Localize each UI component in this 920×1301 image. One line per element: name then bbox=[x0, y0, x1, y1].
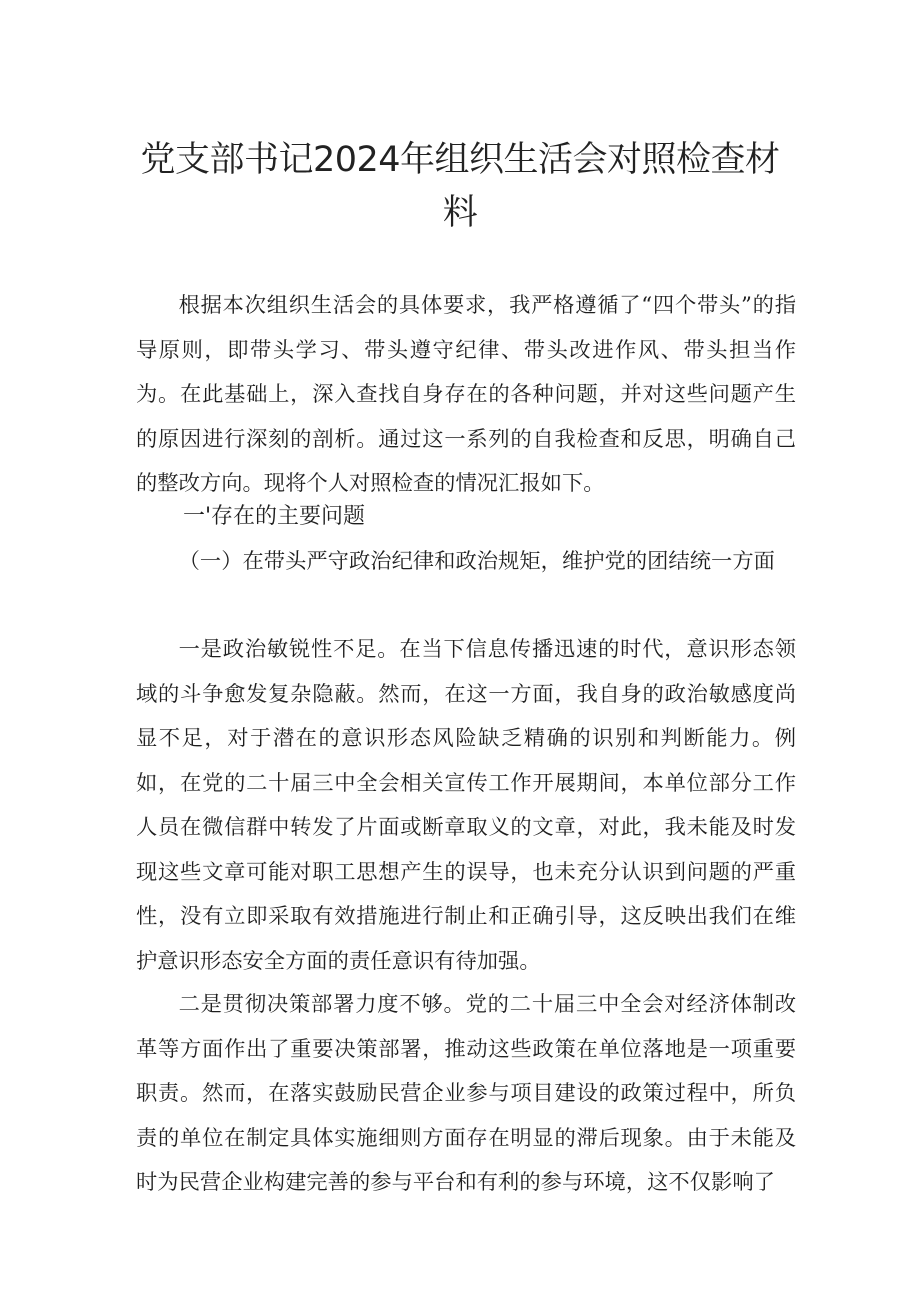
document-title-line-1: 党支部书记2024年组织生活会对照检查材 bbox=[140, 140, 780, 180]
paragraph-political-sensitivity: 一是政治敏锐性不足。在当下信息传播迅速的时代，意识形态领域的斗争愈发复杂隐蔽。然而，在这一方面，我自身的政治敏感度尚显不足，对于潜在的意识形态风险缺乏精确的识别和判断能力。例如，在党的二十届三中全会相关宣传工作开展期间，本单位部分工作人员在微信群中转发了片面或断章取义的文章，对此，我未能及时发现这些文章可能对职工思想产生的误导，也未充分认识到问题的严重性，没有立即采取有效措施进行制止和正确引导，这反映出我们在维护意识形态安全方面的责任意识有待加强。 bbox=[136, 637, 796, 974]
intro-paragraph: 根据本次组织生活会的具体要求，我严格遵循了“四个带头”的指导原则，即带头学习、带头遵守纪律、带头改进作风、带头担当作为。在此基础上，深入查找自身存在的各种问题，并对这些问题产生的原因进行深刻的剖析。通过这一系列的自我检查和反思，明确自己的整改方向。现将个人对照检查的情况汇报如下。 bbox=[136, 293, 796, 496]
document-title-line-2: 料 bbox=[442, 193, 478, 233]
paragraph-policy-implementation: 二是贯彻决策部署力度不够。党的二十届三中全会对经济体制改革等方面作出了重要决策部署，推动这些政策在单位落地是一项重要职责。然而，在落实鼓励民营企业参与项目建设的政策过程中，所负责的单位在制定具体实施细则方面存在明显的滞后现象。由于未能及时为民营企业构建完善的参与平台和有利的参与环境，这不仅影响了 bbox=[136, 992, 796, 1195]
section-heading: 一'存在的主要问题 bbox=[183, 504, 366, 529]
subsection-heading: （一）在带头严守政治纪律和政治规矩，维护党的团结统一方面 bbox=[178, 549, 775, 574]
